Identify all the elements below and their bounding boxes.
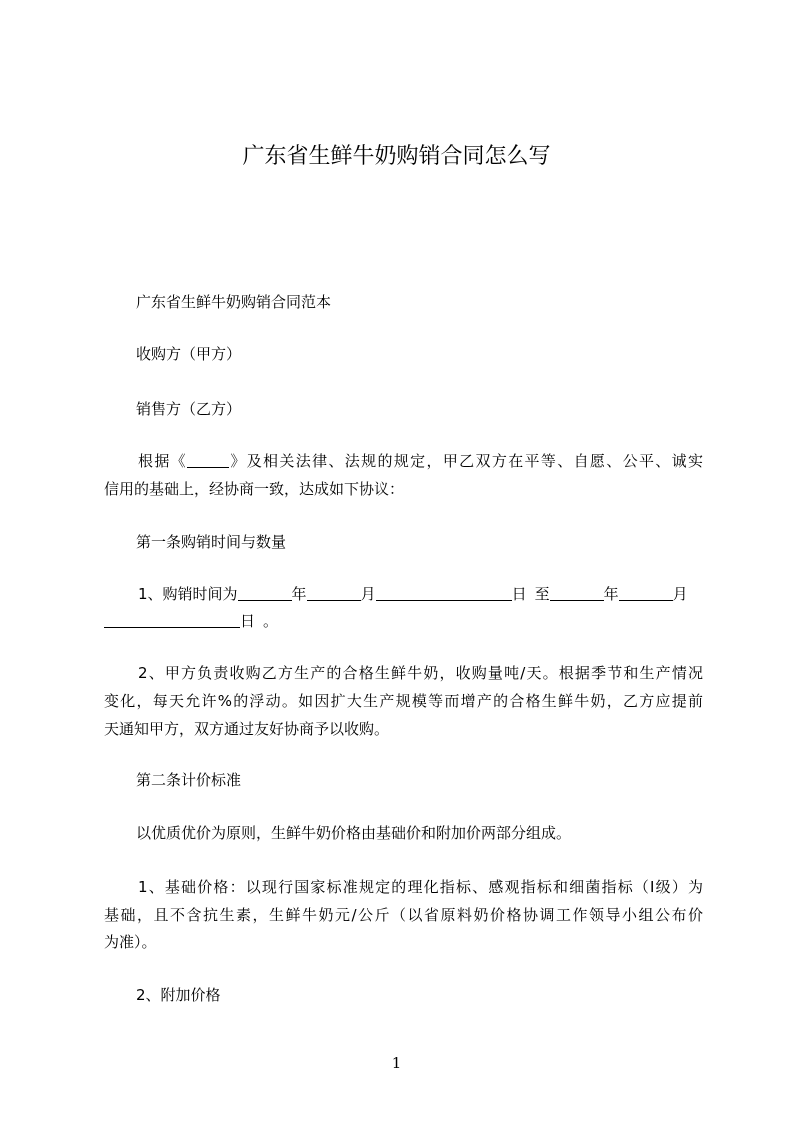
law-name-blank[interactable]: [187, 451, 229, 468]
start-day-blank[interactable]: [376, 584, 512, 601]
month-label: 月: [360, 585, 376, 603]
contract-heading: 广东省生鲜牛奶购销合同范本: [136, 293, 332, 311]
buyer-label: 收购方（甲方）: [136, 345, 242, 363]
intro-line-1: [138, 449, 703, 473]
day-label: 日: [511, 585, 527, 603]
base-price-line-2: 基础，且不含抗生素，生鲜牛奶元/公斤（以省原料奶价格协调工作领导小组公布价: [104, 906, 703, 924]
intro-prefix: 根据《: [138, 452, 188, 470]
end-month-label: 月: [672, 585, 688, 603]
quantity-line-3: 天通知甲方，双方通过友好协商予以收购。: [104, 720, 390, 738]
start-year-blank[interactable]: [238, 584, 292, 601]
document-title: 广东省生鲜牛奶购销合同怎么写: [242, 144, 551, 169]
purchase-period-line-1: [138, 582, 738, 606]
period-end-mark: 。: [263, 612, 279, 630]
end-day-label: 日: [240, 612, 256, 630]
article-1-title: 第一条购销时间与数量: [136, 533, 287, 551]
seller-label: 销售方（乙方）: [136, 400, 242, 418]
pricing-principle: 以优质优价为原则，生鲜牛奶价格由基础价和附加价两部分组成。: [136, 824, 572, 842]
additional-price-heading: 2、附加价格: [136, 986, 221, 1004]
start-month-blank[interactable]: [307, 584, 361, 601]
intro-suffix: 》及相关法律、法规的规定，甲乙双方在平等、自愿、公平、诚实: [229, 452, 703, 470]
purchase-period-line-2: [104, 609, 704, 633]
intro-line-2: 信用的基础上，经协商一致，达成如下协议：: [104, 480, 405, 498]
end-month-blank[interactable]: [619, 584, 673, 601]
base-price-line-1: 1、基础价格：以现行国家标准规定的理化指标、感观指标和细菌指标（Ⅰ级）为: [138, 878, 703, 896]
quantity-line-2: 变化，每天允许%的浮动。如因扩大生产规模等而增产的合格生鲜牛奶，乙方应提前: [104, 692, 703, 710]
to-label: 至: [534, 585, 550, 603]
page-number: 1: [391, 1054, 402, 1072]
end-day-blank[interactable]: [104, 611, 240, 628]
article-2-title: 第二条计价标准: [136, 771, 242, 789]
end-year-blank[interactable]: [550, 584, 604, 601]
purchase-period-prefix: 1、购销时间为: [138, 585, 238, 603]
quantity-line-1: 2、甲方负责收购乙方生产的合格生鲜牛奶，收购量吨/天。根据季节和生产情况: [138, 664, 703, 682]
end-year-label: 年: [603, 585, 619, 603]
base-price-line-3: 为准）。: [104, 933, 157, 951]
year-label: 年: [291, 585, 307, 603]
